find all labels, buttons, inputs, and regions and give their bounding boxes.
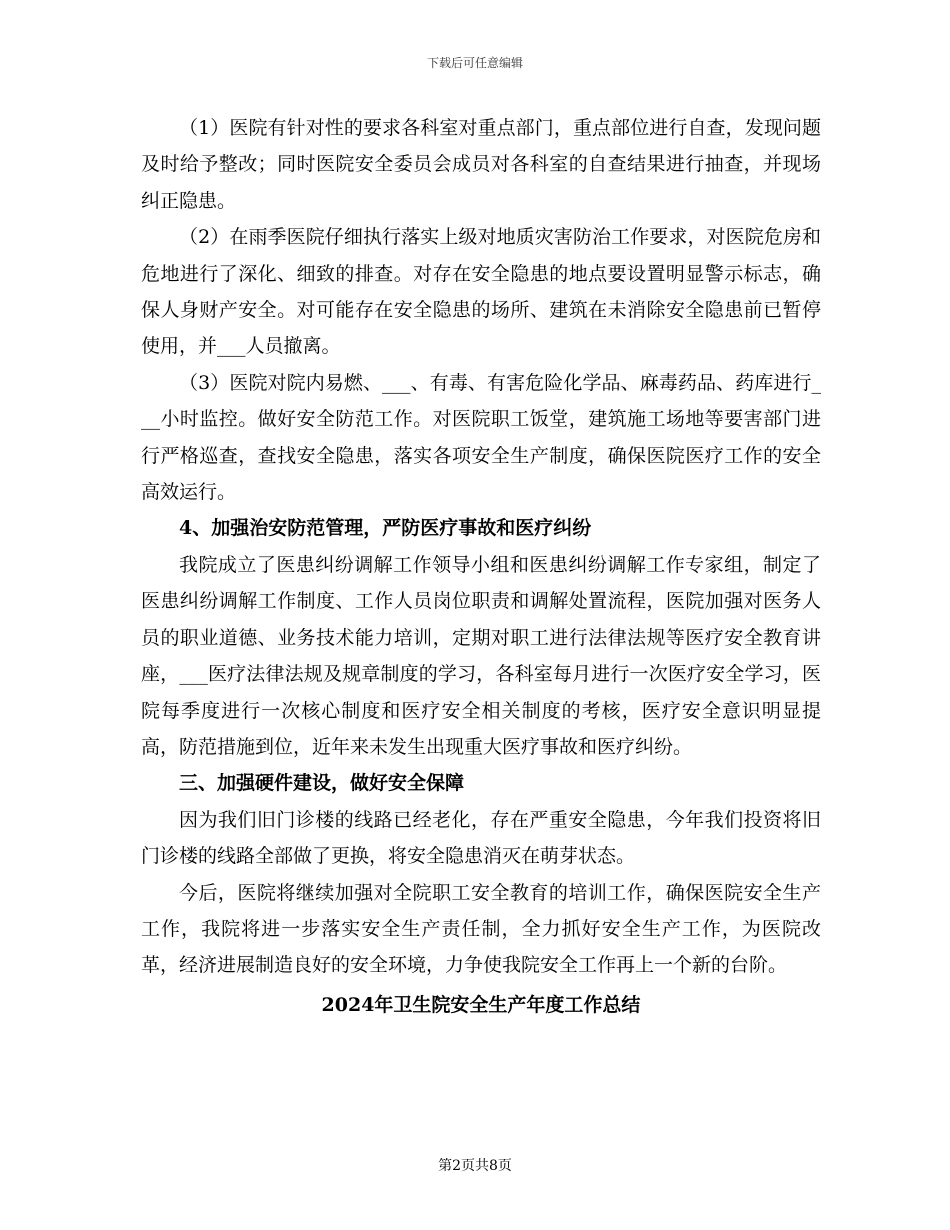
paragraph-item-2: （2）在雨季医院仔细执行落实上级对地质灾害防治工作要求，对医院危房和危地进行了深化、细致的排查。对存在安全隐患的地点要设置明显警示标志，确保人身财产安全。对可能存在安全隐患的场所、建筑在未消除安全隐患前已暂停使用，并___人员撤离。 <box>141 226 821 358</box>
document-body <box>141 110 821 1023</box>
paragraph-item-1: （1）医院有针对性的要求各科室对重点部门，重点部位进行自查，发现问题及时给予整改；同时医院安全委员会成员对各科室的自查结果进行抽查，并现场纠正隐患。 <box>141 117 821 212</box>
document-title: 2024年卫生院安全生产年度工作总结 <box>321 993 641 1016</box>
section-heading-4: 4、加强治安防范管理，严防医疗事故和医疗纠纷 <box>179 517 592 540</box>
page-header: 下载后可任意编辑 <box>426 56 523 70</box>
page-footer: 第2页共8页 <box>438 1158 512 1174</box>
section-heading-3: 三、加强硬件建设，做好安全保障 <box>179 772 465 795</box>
paragraph-item-3: （3）医院对院内易燃、___、有毒、有害危险化学品、麻毒药品、药库进行___小时监控。做好安全防范工作。对医院职工饭堂，建筑施工场地等要害部门进行严格巡查，查找安全隐患，落实各项安全生产制度，确保医院医疗工作的安全高效运行。 <box>141 371 821 504</box>
paragraph-wiring: 因为我们旧门诊楼的线路已经老化，存在严重安全隐患，今年我们投资将旧门诊楼的线路全部做了更换，将安全隐患消灭在萌芽状态。 <box>141 808 821 868</box>
paragraph-future: 今后，医院将继续加强对全院职工安全教育的培训工作，确保医院安全生产工作，我院将进一步落实安全生产责任制，全力抓好安全生产工作，为医院改革，经济进展制造良好的安全环境，力争使我院安全工作再上一个新的台阶。 <box>141 881 821 977</box>
paragraph-dispute-mediation: 我院成立了医患纠纷调解工作领导小组和医患纠纷调解工作专家组，制定了医患纠纷调解工作制度、工作人员岗位职责和调解处置流程，医院加强对医务人员的职业道德、业务技术能力培训，定期对职工进行法律法规等医疗安全教育讲座，___医疗法律法规及规章制度的学习，各科室每月进行一次医疗安全学习，医院每季度进行一次核心制度和医疗安全相关制度的考核，医疗安全意识明显提高，防范措施到位，近年来未发生出现重大医疗事故和医疗纠纷。 <box>141 553 821 758</box>
